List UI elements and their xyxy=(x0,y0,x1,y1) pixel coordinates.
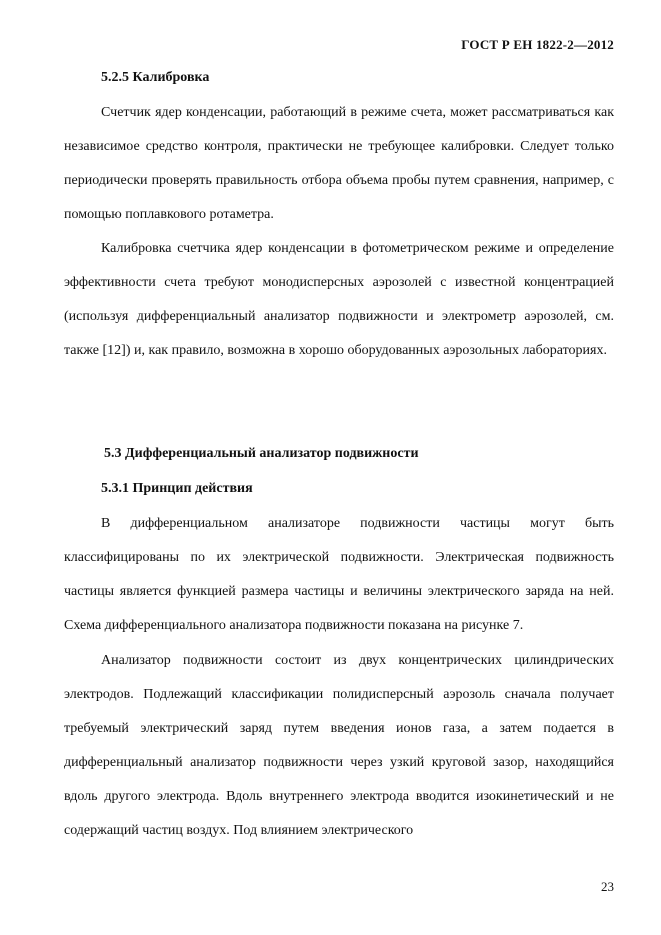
section-heading-5-2-5: 5.2.5 Калибровка xyxy=(101,70,210,85)
paragraph-calibration-2: Калибровка счетчика ядер конденсации в фотометрическом режиме и определение эффективности счета требуют монодисперсных аэрозолей с известной концентрацией (используя дифференциальный анализатор подвижности и электрометр аэрозолей, см. также [12]) и, как правило, возможна в хорошо оборудованных аэрозольных лабораториях. xyxy=(64,241,614,358)
section-heading-5-3: 5.3 Дифференциальный анализатор подвижности xyxy=(104,446,419,461)
page-number: 23 xyxy=(601,879,614,894)
paragraph-calibration-1: Счетчик ядер конденсации, работающий в режиме счета, может рассматриваться как независимое средство контроля, практически не требующее калибровки. Следует только периодически проверять правильность отбора объема пробы путем сравнения, например, с помощью поплавкового ротаметра. xyxy=(64,105,614,222)
document-code: ГОСТ Р ЕН 1822-2—2012 xyxy=(461,37,614,52)
paragraph-principle-2: Анализатор подвижности состоит из двух концентрических цилиндрических электродов. Подлежащий классификации полидисперсный аэрозоль сначала получает требуемый электрический заряд путем введения ионов газа, а затем подается в дифференциальный анализатор подвижности через узкий круговой зазор, находящийся вдоль другого электрода. Вдоль внутреннего электрода вводится изокинетический и не содержащий частиц воздух. Под влиянием электрического xyxy=(64,653,614,838)
section-heading-5-3-1: 5.3.1 Принцип действия xyxy=(101,481,253,496)
paragraph-principle-1: В дифференциальном анализаторе подвижности частицы могут быть классифицированы по их электрической подвижности. Электрическая подвижность частицы является функцией размера частицы и величины электрического заряда на ней. Схема дифференциального анализатора подвижности показана на рисунке 7. xyxy=(64,516,614,633)
